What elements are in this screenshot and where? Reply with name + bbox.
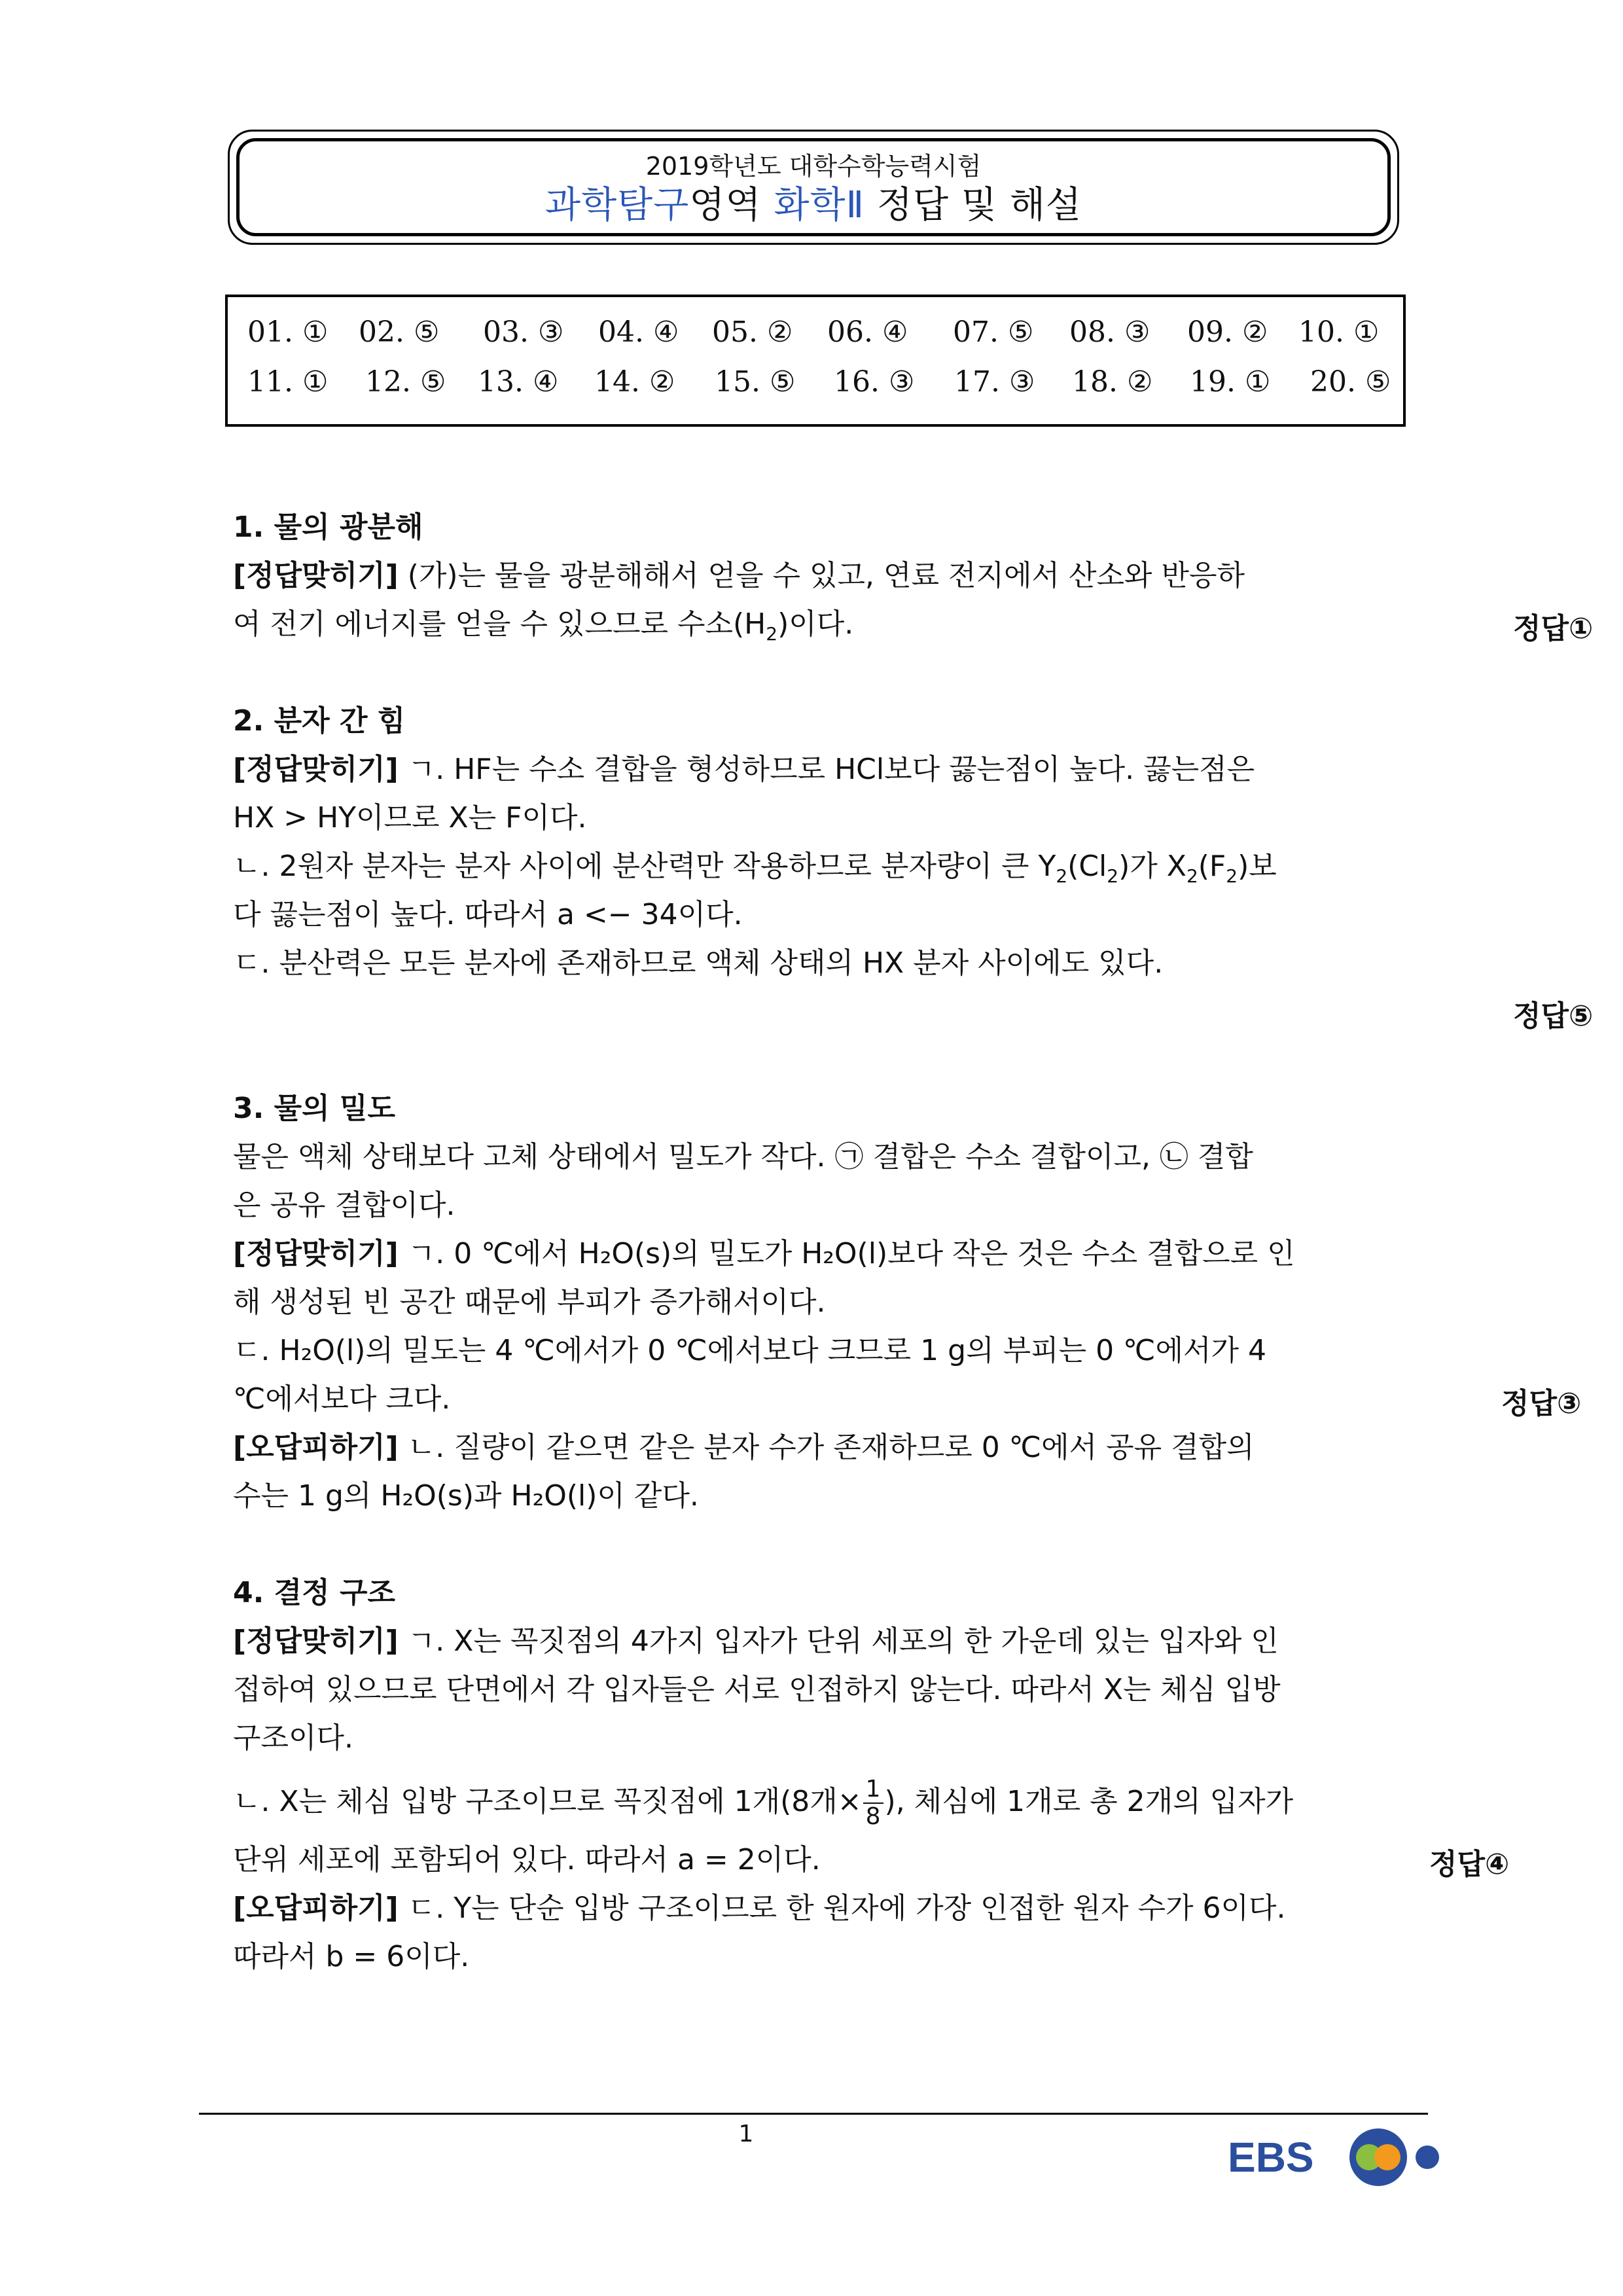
q3-line-7 [233, 1428, 1398, 1467]
q2-text-3g: (F [1198, 850, 1226, 883]
q2-text-3i: )보 [1238, 850, 1277, 883]
q2-line-3 [233, 847, 1398, 896]
q2-text-3c: (Cl [1067, 850, 1107, 883]
footer-divider [199, 2113, 1428, 2115]
q3-line-2: 은 공유 결합이다. [233, 1189, 455, 1222]
q2-heading: 2. 분자 간 힘 [233, 704, 406, 738]
q1-subscript: 2 [766, 622, 778, 645]
q2-text-1: ㄱ. HF는 수소 결합을 형성하므로 HCl보다 끓는점이 높다. 끓는점은 [398, 753, 1255, 786]
correct-answer-tag: [정답맞히기] [233, 753, 399, 786]
answer-item: 13. ④ [478, 365, 559, 399]
answer-item: 15. ⑤ [715, 365, 796, 399]
exam-year: 2019학년도 대학수학능력시험 [645, 152, 982, 181]
q3-text-7: ㄴ. 질량이 같으면 같은 분자 수가 존재하므로 0 ℃에서 공유 결합의 [398, 1431, 1255, 1464]
q4-line-1 [233, 1622, 1398, 1661]
q2-line-1 [233, 750, 1398, 789]
q3-answer: 정답③ [1501, 1387, 1582, 1420]
q3-line-4: 해 생성된 빈 공간 때문에 부피가 증가해서이다. [233, 1285, 826, 1319]
q1-text-2a: 여 전기 에너지를 얻을 수 있으므로 수소(H [233, 607, 766, 641]
ebs-logo-orange-dot [1374, 2144, 1400, 2170]
answer-item: 12. ⑤ [365, 365, 446, 399]
q2-sub-1: 2 [1056, 865, 1068, 887]
answer-row-2 [228, 365, 1403, 404]
page-title [240, 183, 1387, 228]
answer-item: 16. ③ [834, 365, 915, 399]
q1-answer: 정답① [1513, 612, 1594, 645]
q3-line-6: ℃에서보다 크다. [233, 1382, 451, 1416]
answer-item: 20. ⑤ [1310, 365, 1391, 399]
q1-heading: 1. 물의 광분해 [233, 511, 423, 544]
answer-item: 04. ④ [598, 315, 679, 349]
ebs-logo-text: EBS [1228, 2134, 1314, 2181]
answer-item: 17. ③ [954, 365, 1035, 399]
q2-answer: 정답⑤ [1513, 999, 1594, 1033]
q4-line-4 [233, 1772, 1398, 1831]
q2-text-3a: ㄴ. 2원자 분자는 분자 사이에 분산력만 작용하므로 분자량이 큰 Y [233, 850, 1056, 883]
q2-text-3e: )가 X [1118, 850, 1186, 883]
wrong-answer-tag: [오답피하기] [233, 1892, 399, 1925]
q4-text-4a: ㄴ. X는 체심 입방 구조이므로 꼭짓점에 1개(8개× [233, 1785, 862, 1818]
title-suffix: 정답 및 해설 [865, 184, 1082, 226]
q3-line-1: 물은 액체 상태보다 고체 상태에서 밀도가 작다. ㉠ 결합은 수소 결합이고, ㉡ 결합 [233, 1140, 1253, 1174]
correct-answer-tag: [정답맞히기] [233, 559, 399, 592]
answer-item: 14. ② [594, 365, 675, 399]
q2-line-5: ㄷ. 분산력은 모든 분자에 존재하므로 액체 상태의 HX 분자 사이에도 있다. [233, 946, 1164, 980]
q4-answer: 정답④ [1429, 1848, 1510, 1881]
q3-line-5: ㄷ. H₂O(l)의 밀도는 4 ℃에서가 0 ℃에서보다 크므로 1 g의 부피는 0 ℃에서가 4 [233, 1334, 1266, 1367]
q2-sub-4: 2 [1226, 865, 1238, 887]
q2-sub-2: 2 [1107, 865, 1119, 887]
q1-text-1: (가)는 물을 광분해해서 얻을 수 있고, 연료 전지에서 산소와 반응하 [398, 559, 1245, 592]
wrong-answer-tag: [오답피하기] [233, 1431, 399, 1464]
q4-line-7: 따라서 b = 6이다. [233, 1940, 470, 1973]
ebs-logo [1228, 2121, 1450, 2193]
answer-item: 19. ① [1190, 365, 1271, 399]
title-area-suffix: 영역 [689, 184, 774, 226]
title-box-outer [228, 130, 1399, 245]
q1-text-2c: )이다. [777, 607, 854, 641]
answer-item: 03. ③ [483, 315, 564, 349]
title-box [236, 138, 1391, 236]
answer-key-table [225, 295, 1406, 427]
correct-answer-tag: [정답맞히기] [233, 1624, 399, 1658]
answer-item: 18. ② [1072, 365, 1153, 399]
answer-item: 07. ⑤ [953, 315, 1034, 349]
fraction [863, 1776, 883, 1830]
q4-heading: 4. 결정 구조 [233, 1576, 395, 1609]
q3-line-8: 수는 1 g의 H₂O(s)과 H₂O(l)이 같다. [233, 1479, 699, 1513]
q3-line-3 [233, 1234, 1398, 1274]
q1-line-2 [233, 605, 1398, 654]
q4-line-3: 구조이다. [233, 1721, 354, 1755]
q3-text-3: ㄱ. 0 ℃에서 H₂O(s)의 밀도가 H₂O(l)보다 작은 것은 수소 결합으로 인 [398, 1237, 1295, 1270]
q4-text-6: ㄷ. Y는 단순 입방 구조이므로 한 원자에 가장 인접한 원자 수가 6이다. [398, 1892, 1286, 1925]
ebs-logo-small-dot [1416, 2145, 1439, 2169]
q4-line-2: 접하여 있으므로 단면에서 각 입자들은 서로 인접하지 않는다. 따라서 X는 체심 입방 [233, 1673, 1281, 1706]
q3-heading: 3. 물의 밀도 [233, 1092, 395, 1125]
q2-sub-3: 2 [1186, 865, 1198, 887]
answer-item: 08. ③ [1069, 315, 1150, 349]
q4-line-5: 단위 세포에 포함되어 있다. 따라서 a = 2이다. [233, 1843, 821, 1876]
fraction-denominator: 8 [865, 1803, 881, 1830]
answer-item: 06. ④ [827, 315, 908, 349]
q1-line-1 [233, 556, 1398, 596]
q2-line-2: HX > HY이므로 X는 F이다. [233, 801, 587, 834]
page-number: 1 [738, 2121, 754, 2147]
fraction-numerator: 1 [863, 1776, 883, 1804]
title-subject-area: 과학탐구 [544, 184, 690, 226]
q4-text-1: ㄱ. X는 꼭짓점의 4가지 입자가 단위 세포의 한 가운데 있는 입자와 인 [398, 1624, 1279, 1658]
answer-row-1 [228, 315, 1403, 355]
answer-item: 11. ① [247, 365, 329, 399]
q4-text-4b: ), 체심에 1개로 총 2개의 입자가 [884, 1785, 1294, 1818]
correct-answer-tag: [정답맞히기] [233, 1237, 399, 1270]
q4-line-6 [233, 1889, 1398, 1928]
answer-item: 09. ② [1187, 315, 1268, 349]
answer-item: 10. ① [1298, 315, 1380, 349]
answer-item: 01. ① [247, 315, 329, 349]
answer-item: 02. ⑤ [359, 315, 440, 349]
title-subject: 화학Ⅱ [774, 184, 865, 226]
q2-line-4: 다 끓는점이 높다. 따라서 a <− 34이다. [233, 898, 743, 931]
answer-item: 05. ② [712, 315, 793, 349]
